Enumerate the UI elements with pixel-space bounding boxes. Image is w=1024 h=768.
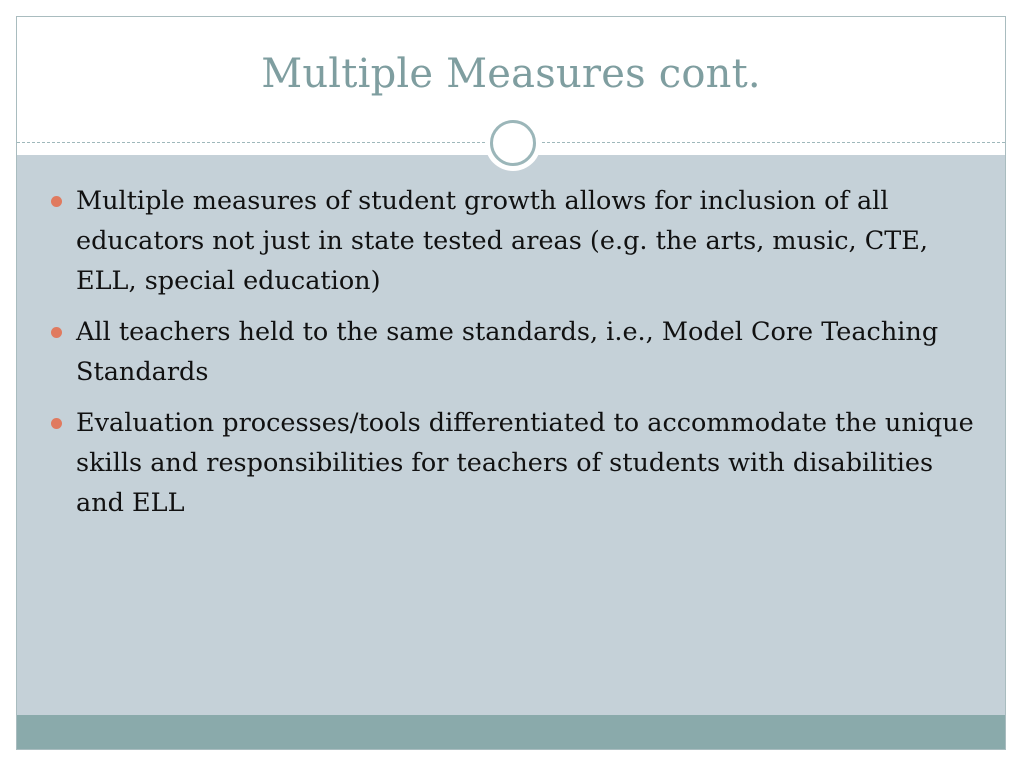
footer-bar xyxy=(17,715,1005,749)
ornament-ring xyxy=(490,120,536,166)
slide xyxy=(16,16,1006,750)
bullet-dot-icon xyxy=(51,327,62,338)
circle-ornament-icon xyxy=(485,115,541,171)
bullet-dot-icon xyxy=(51,418,62,429)
bullet-dot-icon xyxy=(51,196,62,207)
bullet-text: Multiple measures of student growth allows for inclusion of all educators not just in state tested areas (e.g. the arts, music, CTE, ELL, special education) xyxy=(76,186,928,296)
bullet-text: Evaluation processes/tools differentiated to accommodate the unique skills and responsibilities for teachers of students with disabilities and ELL xyxy=(76,408,974,518)
bullet-item xyxy=(51,403,981,523)
slide-title: Multiple Measures cont. xyxy=(261,51,761,97)
bullet-item xyxy=(51,181,981,301)
bullet-list xyxy=(51,181,981,534)
bullet-text: All teachers held to the same standards, i.e., Model Core Teaching Standards xyxy=(76,317,939,387)
bullet-item xyxy=(51,312,981,392)
